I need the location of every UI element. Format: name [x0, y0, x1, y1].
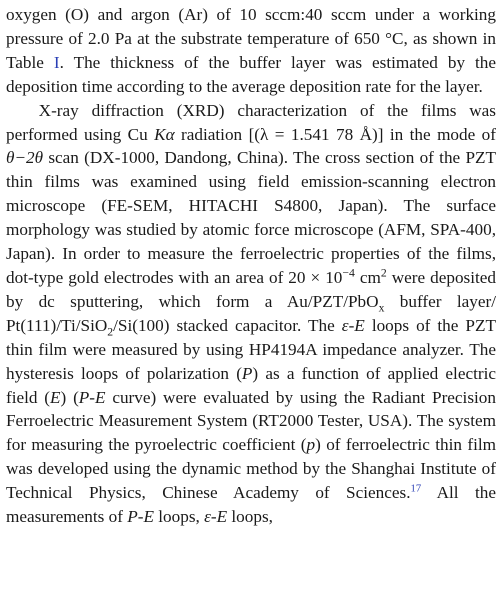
- text-run: ) as a function of applied electric field (: [6, 363, 496, 407]
- paragraph-characterization: [6, 99, 496, 529]
- epsilon-e-symbol: ε-E: [341, 315, 365, 335]
- exponent: −4: [342, 266, 355, 280]
- p-e-symbol: P-E: [127, 507, 154, 527]
- polarization-symbol: P: [241, 363, 253, 383]
- exponent: 2: [380, 266, 387, 280]
- p-e-symbol: P-E: [78, 387, 106, 407]
- epsilon-e-symbol: ε-E: [204, 507, 228, 527]
- text-run: loops of the PZT thin film were measured by using HP4194A impedance analyzer. The hysteresis loops of polarization (: [6, 315, 496, 383]
- text-run: buffer layer/ Pt(111)/Ti/SiO: [6, 291, 496, 335]
- pyroelectric-symbol: p: [306, 435, 316, 455]
- table-reference-link[interactable]: I: [53, 52, 60, 72]
- text-run: were deposited by dc sputtering, which form a Au/PZT/PbO: [6, 267, 496, 311]
- citation-link[interactable]: 17: [410, 483, 422, 495]
- theta-2theta-symbol: θ−2θ: [6, 148, 44, 168]
- subscript: x: [378, 301, 385, 315]
- text-run: cm: [354, 267, 381, 287]
- text-run: ) (: [60, 387, 79, 407]
- text-run: loops,: [153, 507, 205, 527]
- electric-field-symbol: E: [50, 387, 61, 407]
- text-run: All the measurements of: [6, 483, 497, 527]
- text-run: . The thickness of the buffer layer was estimated by the deposition time according to the average deposition rate for the layer.: [6, 52, 496, 96]
- text-run: /Si(100) stacked capacitor. The: [113, 315, 342, 335]
- text-run: oxygen (O) and argon (Ar) of 10 sccm:40 sccm under a working pressure of 2.0 Pa at the substrate temperature of 650 °C, as shown in Table: [6, 5, 496, 72]
- text-run: X-ray diffraction (XRD) characterization of the films was performed using Cu: [6, 100, 496, 144]
- text-run: radiation [(λ = 1.541 78 Å)] in the mode of: [174, 124, 496, 144]
- k-alpha-symbol: Kα: [154, 124, 175, 144]
- text-run: curve) were evaluated by using the Radiant Precision Ferroelectric Measurement System (RT2000 Tester, USA). The system for measuring the pyroelectric coefficient (: [6, 387, 496, 455]
- paragraph-deposition: [6, 3, 496, 99]
- text-run: loops,: [227, 507, 273, 527]
- text-run: scan (DX-1000, Dandong, China). The cross section of the PZT thin films was examined using field emission-scanning electron microscope (FE-SEM, HITACHI S4800, Japan). The surface morphology was studied by atomic force microscope (AFM, SPA-400, Japan). In order to measure the ferroelectric properties of the films, dot-type gold electrodes with an area of 20 × 10: [6, 148, 496, 287]
- text-run: ) of ferroelectric thin film was developed using the dynamic method by the Shanghai Institute of Technical Physics, Chinese Academy of Sciences.: [6, 435, 496, 503]
- subscript: 2: [107, 325, 114, 339]
